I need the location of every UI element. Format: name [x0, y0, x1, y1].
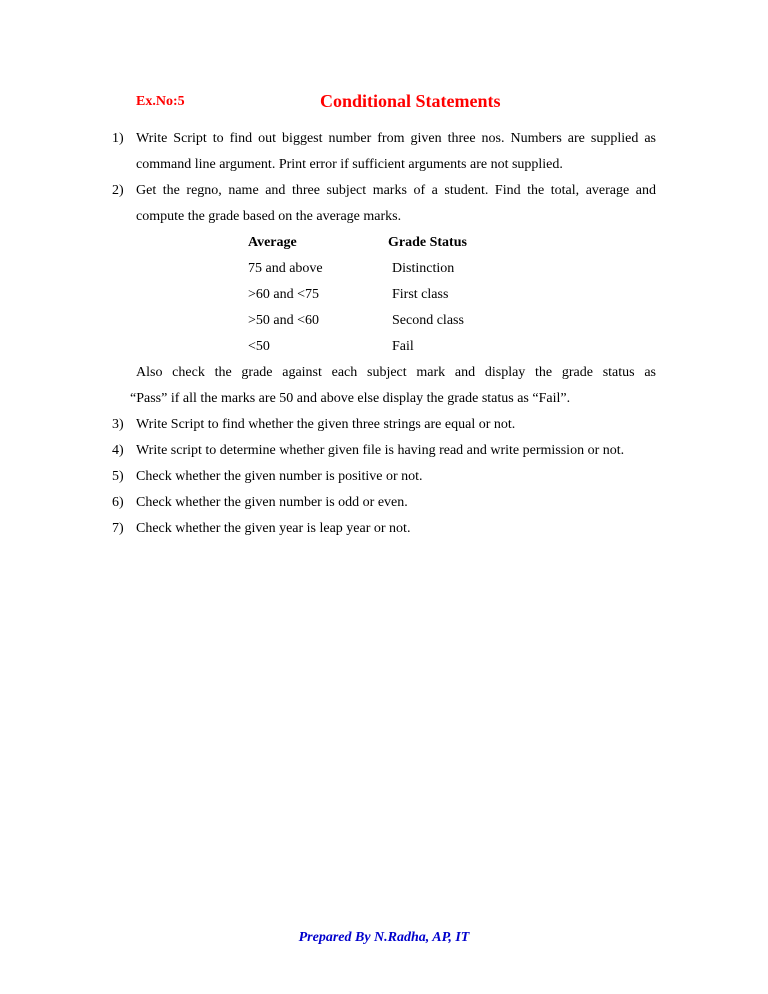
task-text: Check whether the given number is odd or even.: [136, 495, 408, 510]
grade-note-line-1: Also check the grade against each subject mark and display the grade status as: [136, 365, 656, 380]
task-item: [112, 516, 656, 542]
task-number: 1): [112, 131, 124, 146]
grade-status: Fail: [392, 339, 414, 354]
task-text: Check whether the given year is leap year or not.: [136, 521, 411, 536]
page-title: Conditional Statements: [320, 91, 501, 111]
task-item: [112, 438, 656, 464]
task-item: [112, 490, 656, 516]
task-item: [112, 178, 656, 230]
task-item: [112, 126, 656, 178]
grade-row: [248, 308, 592, 334]
task-number: 5): [112, 469, 124, 484]
grade-average: >60 and <75: [248, 287, 320, 302]
task-number: 3): [112, 417, 124, 432]
grade-average: 75 and above: [248, 261, 323, 276]
task-number: 6): [112, 495, 124, 510]
task-list: [112, 126, 656, 542]
grade-note: [130, 360, 656, 412]
grade-note-line-2: “Pass” if all the marks are 50 and above else display the grade status as “Fail”.: [130, 391, 571, 406]
task-text: Check whether the given number is positive or not.: [136, 469, 423, 484]
grade-row: [248, 282, 592, 308]
task-text: Write script to determine whether given file is having read and write permission or not.: [136, 443, 625, 458]
task-item: [112, 464, 656, 490]
grade-row: [248, 334, 592, 360]
grade-status: Second class: [392, 313, 464, 328]
grade-header-average: Average: [248, 235, 297, 250]
footer-credit: Prepared By N.Radha, AP, IT: [298, 930, 470, 945]
task-text: Get the regno, name and three subject marks of a student. Find the total, average and compute the grade based on the average marks.: [136, 183, 656, 224]
grade-average: <50: [248, 339, 270, 354]
task-number: 4): [112, 443, 124, 458]
grade-row: [248, 256, 592, 282]
task-number: 2): [112, 183, 124, 198]
grade-status: Distinction: [392, 261, 455, 276]
grade-status: First class: [392, 287, 449, 302]
task-number: 7): [112, 521, 124, 536]
task-text: Write Script to find whether the given three strings are equal or not.: [136, 417, 516, 432]
grade-header-status: Grade Status: [388, 235, 467, 250]
task-item: [112, 412, 656, 438]
task-text: Write Script to find out biggest number from given three nos. Numbers are supplied as command line argument. Print error if sufficient arguments are not supplied.: [136, 131, 656, 172]
exercise-number: Ex.No:5: [136, 94, 185, 109]
grade-average: >50 and <60: [248, 313, 320, 328]
grade-table: [248, 230, 592, 360]
grade-table-header: [248, 230, 592, 256]
